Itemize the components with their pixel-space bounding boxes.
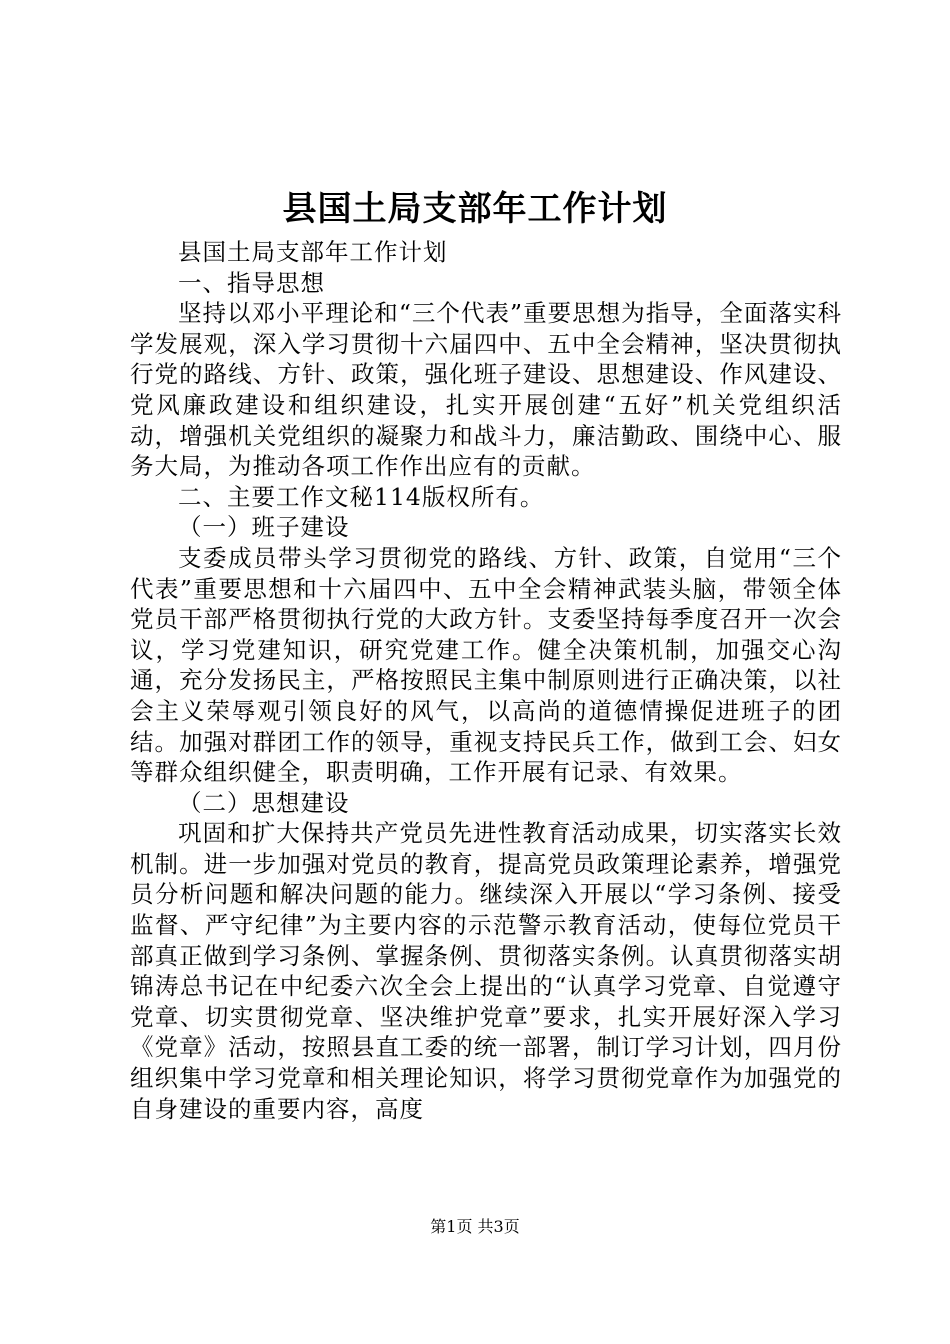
document-title: 县国土局支部年工作计划 [282,189,668,229]
page-footer: 第1页 共3页 [430,1217,520,1236]
paragraph-subtitle: 县国土局支部年工作计划 [178,238,448,266]
heading-main-work: 二、主要工作文秘114版权所有。 [178,482,545,511]
paragraph-ideological-building: 巩固和扩大保持共产党员先进性教育活动成果，切实落实长效机制。进一步加强对党员的教育，提高党员政策理论素养，增强党员分析问题和解决问题的能力。继续深入开展以“学习条例、接受监督、严守纪律”为主要内容的示范警示教育活动，使每位党员干部真正做到学习条例、掌握条例、贯彻落实条例。认真贯彻落实胡锦涛总书记在中纪委六次全会上提出的“认真学习党章、自觉遵守党章、切实贯彻党章、坚决维护党章”要求，扎实开展好深入学习《党章》活动，按照县直工委的统一部署，制订学习计划，四月份组织集中学习党章和相关理论知识，将学习贯彻党章作为加强党的自身建设的重要内容，高度 [130,819,842,1123]
heading-ideological-building: （二）思想建设 [178,788,350,817]
heading-guiding-thought: 一、指导思想 [178,268,325,297]
document-body [130,237,842,1124]
paragraph-leadership-building: 支委成员带头学习贯彻党的路线、方针、政策，自觉用“三个代表”重要思想和十六届四中、五中全会精神武装头脑，带领全体党员干部严格贯彻执行党的大政方针。支委坚持每季度召开一次会议，学习党建知识，研究党建工作。健全决策机制，加强交心沟通，充分发扬民主，严格按照民主集中制原则进行正确决策，以社会主义荣辱观引领良好的风气，以高尚的道德情操促进班子的团结。加强对群团工作的领导，重视支持民兵工作，做到工会、妇女等群众组织健全，职责明确，工作开展有记录、有效果。 [130,543,842,787]
heading-leadership-building: （一）班子建设 [178,513,350,542]
paragraph-guiding-thought: 坚持以邓小平理论和“三个代表”重要思想为指导，全面落实科学发展观，深入学习贯彻十六届四中、五中全会精神，坚决贯彻执行党的路线、方针、政策，强化班子建设、思想建设、作风建设、党风廉政建设和组织建设，扎实开展创建“五好”机关党组织活动，增强机关党组织的凝聚力和战斗力，廉洁勤政、围绕中心、服务大局，为推动各项工作作出应有的贡献。 [130,299,842,481]
